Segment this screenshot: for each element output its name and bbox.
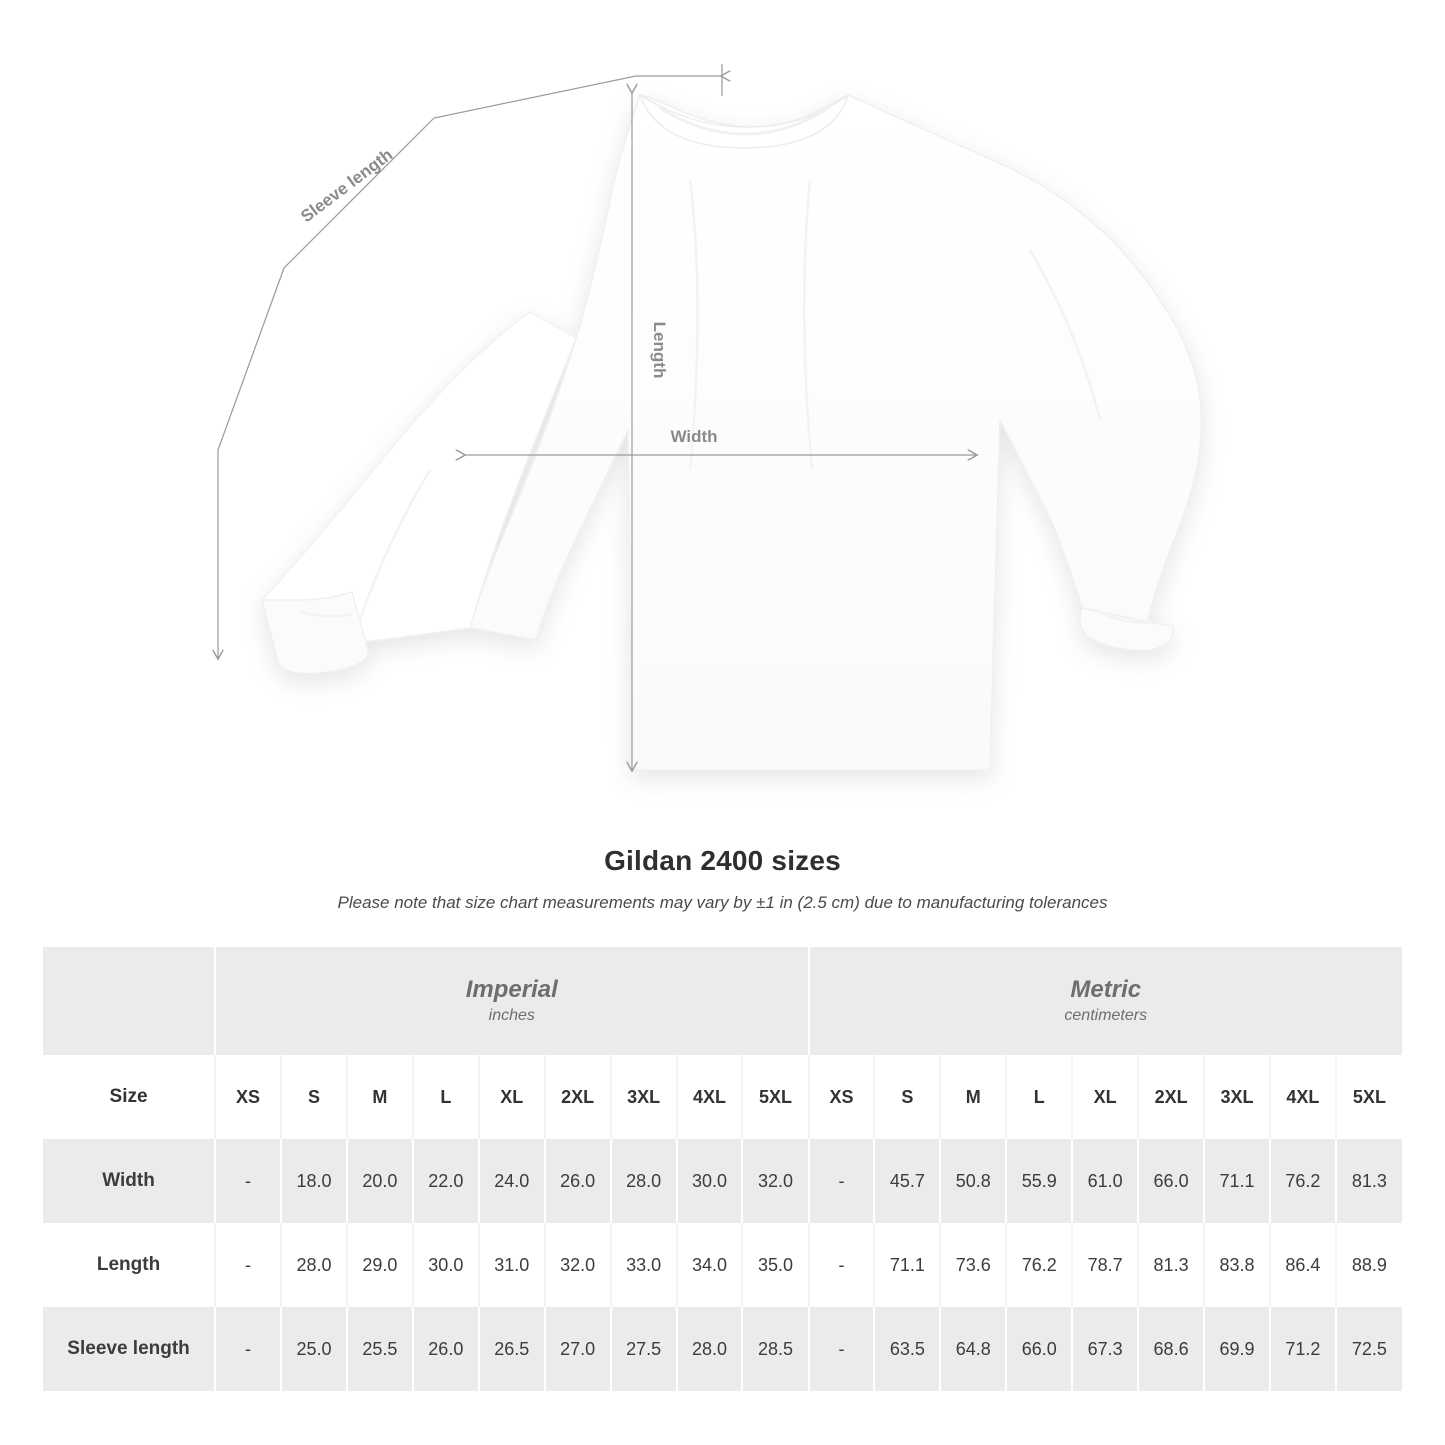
cell-length-17: 88.9	[1336, 1223, 1402, 1307]
header-size-3xl-metric: 3XL	[1204, 1055, 1270, 1139]
cell-sleeve-6: 27.5	[611, 1307, 677, 1391]
cell-length-2: 29.0	[347, 1223, 413, 1307]
header-size-3xl-imperial: 3XL	[611, 1055, 677, 1139]
cell-width-8: 32.0	[742, 1139, 808, 1223]
cell-width-13: 61.0	[1072, 1139, 1138, 1223]
unit-group-metric-name: Metric	[1070, 975, 1142, 1003]
cell-sleeve-4: 26.5	[479, 1307, 545, 1391]
row-label-length: Length	[43, 1223, 215, 1307]
cell-sleeve-17: 72.5	[1336, 1307, 1402, 1391]
row-label-sleeve-length: Sleeve length	[43, 1307, 215, 1391]
unit-corner-cell	[43, 947, 215, 1055]
header-size-5xl-metric: 5XL	[1336, 1055, 1402, 1139]
cell-width-16: 76.2	[1270, 1139, 1336, 1223]
cell-length-15: 83.8	[1204, 1223, 1270, 1307]
cell-length-0: -	[215, 1223, 281, 1307]
cell-length-16: 86.4	[1270, 1223, 1336, 1307]
page-title: Gildan 2400 sizes	[604, 845, 841, 876]
header-size-m-imperial: M	[347, 1055, 413, 1139]
cell-width-0: -	[215, 1139, 281, 1223]
cell-sleeve-15: 69.9	[1204, 1307, 1270, 1391]
cell-width-6: 28.0	[611, 1139, 677, 1223]
unit-group-imperial	[215, 947, 808, 1055]
cell-width-1: 18.0	[281, 1139, 347, 1223]
cell-length-10: 71.1	[874, 1223, 940, 1307]
cell-width-17: 81.3	[1336, 1139, 1402, 1223]
cell-length-7: 34.0	[677, 1223, 743, 1307]
cell-width-3: 22.0	[413, 1139, 479, 1223]
length-label: Length	[650, 321, 669, 379]
cell-sleeve-0: -	[215, 1307, 281, 1391]
cell-length-13: 78.7	[1072, 1223, 1138, 1307]
sleeve-length-label: Sleeve length	[297, 145, 397, 227]
width-label: Width	[670, 427, 718, 446]
measurement-note: Please note that size chart measurements may vary by ±1 in (2.5 cm) due to manufacturing tolerances	[337, 893, 1108, 912]
cell-sleeve-1: 25.0	[281, 1307, 347, 1391]
header-size-label: Size	[43, 1055, 215, 1139]
cell-sleeve-3: 26.0	[413, 1307, 479, 1391]
header-size-xs-metric: XS	[809, 1055, 875, 1139]
cell-length-14: 81.3	[1138, 1223, 1204, 1307]
unit-header-row	[43, 947, 1402, 1055]
size-chart-table	[43, 947, 1402, 1391]
cell-sleeve-5: 27.0	[545, 1307, 611, 1391]
cell-width-5: 26.0	[545, 1139, 611, 1223]
title-block	[0, 845, 1445, 913]
unit-group-metric	[809, 947, 1403, 1055]
unit-group-imperial-sub: inches	[488, 1006, 535, 1024]
cell-length-8: 35.0	[742, 1223, 808, 1307]
unit-group-imperial-name: Imperial	[465, 975, 558, 1003]
cell-width-9: -	[809, 1139, 875, 1223]
header-size-xs-imperial: XS	[215, 1055, 281, 1139]
header-size-xl-imperial: XL	[479, 1055, 545, 1139]
shirt-shape	[262, 95, 1202, 770]
cell-sleeve-7: 28.0	[677, 1307, 743, 1391]
cell-width-11: 50.8	[940, 1139, 1006, 1223]
cell-width-14: 66.0	[1138, 1139, 1204, 1223]
cell-sleeve-2: 25.5	[347, 1307, 413, 1391]
header-size-s-metric: S	[874, 1055, 940, 1139]
cell-sleeve-9: -	[809, 1307, 875, 1391]
cell-width-7: 30.0	[677, 1139, 743, 1223]
cell-width-10: 45.7	[874, 1139, 940, 1223]
header-size-m-metric: M	[940, 1055, 1006, 1139]
cell-sleeve-11: 64.8	[940, 1307, 1006, 1391]
cell-sleeve-8: 28.5	[742, 1307, 808, 1391]
table-row-length	[43, 1223, 1402, 1307]
header-size-s-imperial: S	[281, 1055, 347, 1139]
cell-length-4: 31.0	[479, 1223, 545, 1307]
header-size-2xl-imperial: 2XL	[545, 1055, 611, 1139]
header-size-4xl-imperial: 4XL	[677, 1055, 743, 1139]
cell-length-6: 33.0	[611, 1223, 677, 1307]
cell-sleeve-12: 66.0	[1006, 1307, 1072, 1391]
cell-length-9: -	[809, 1223, 875, 1307]
row-label-width: Width	[43, 1139, 215, 1223]
header-size-2xl-metric: 2XL	[1138, 1055, 1204, 1139]
cell-length-12: 76.2	[1006, 1223, 1072, 1307]
cell-sleeve-14: 68.6	[1138, 1307, 1204, 1391]
header-size-5xl-imperial: 5XL	[742, 1055, 808, 1139]
size-header-row	[43, 1055, 1402, 1139]
cell-width-2: 20.0	[347, 1139, 413, 1223]
cell-sleeve-13: 67.3	[1072, 1307, 1138, 1391]
cell-sleeve-16: 71.2	[1270, 1307, 1336, 1391]
header-size-4xl-metric: 4XL	[1270, 1055, 1336, 1139]
cell-width-12: 55.9	[1006, 1139, 1072, 1223]
cell-sleeve-10: 63.5	[874, 1307, 940, 1391]
header-size-l-metric: L	[1006, 1055, 1072, 1139]
cell-length-11: 73.6	[940, 1223, 1006, 1307]
unit-group-metric-sub: centimeters	[1064, 1006, 1148, 1024]
cell-length-3: 30.0	[413, 1223, 479, 1307]
cell-width-15: 71.1	[1204, 1139, 1270, 1223]
cell-width-4: 24.0	[479, 1139, 545, 1223]
cell-length-1: 28.0	[281, 1223, 347, 1307]
table-row-sleeve-length	[43, 1307, 1402, 1391]
header-size-l-imperial: L	[413, 1055, 479, 1139]
cell-length-5: 32.0	[545, 1223, 611, 1307]
header-size-xl-metric: XL	[1072, 1055, 1138, 1139]
table-row-width	[43, 1139, 1402, 1223]
